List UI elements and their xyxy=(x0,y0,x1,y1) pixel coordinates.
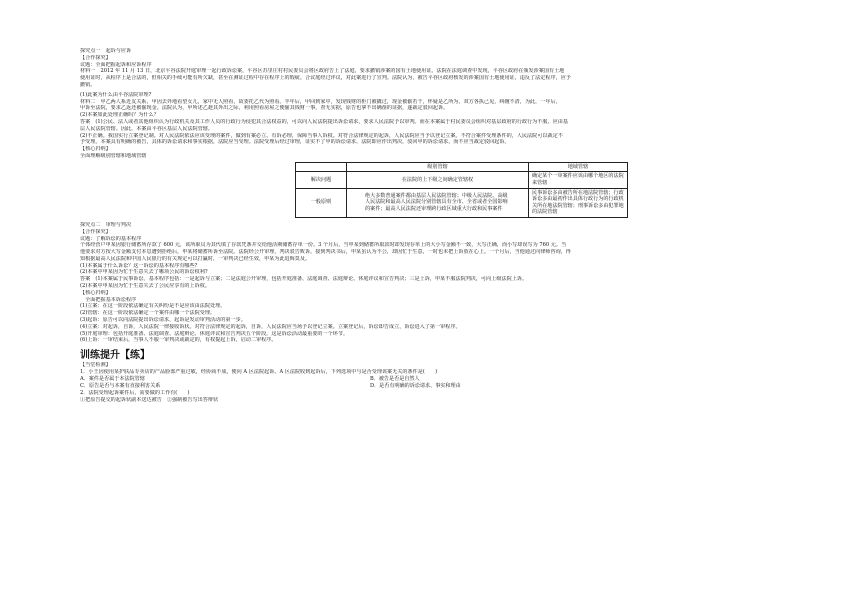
question-1-options-row xyxy=(80,383,792,390)
procedure-point: (5)开庭审理：包括开庭准备、法庭调查、法庭辩论、休庭评议和宣告判决五个阶段。这是诉讼活动最重要的一个环节。 xyxy=(80,330,349,337)
section2-core-label: 【核心归纳】 xyxy=(80,289,111,296)
section2-question-1: (1)本案属于什么诉讼？这一诉讼的基本程序有哪些? xyxy=(80,262,198,269)
section1-answer-line: 答案 (1)公民、法人或者其他组织认为行政机关及其工作人员的行政行为侵犯其合法权益的，可以向人民法院提出诉讼请求，要求人民法院予以审判。而在本案属于村民委员会组织对基层政府的行政行为不服，应由基 xyxy=(80,118,568,125)
option-d: D．是否有明确的诉讼请求、事实和理由 xyxy=(370,382,461,389)
section1-question-2: (2)本案如此处理正确吗？为什么？ xyxy=(80,112,159,119)
table-corner xyxy=(296,162,347,172)
procedure-point: (1)立案：在这一阶段依法确定有关纠纷是不是应该由法院处理。 xyxy=(80,303,226,310)
jurisdiction-table xyxy=(295,162,628,218)
practice-title: 训练提升【练】 xyxy=(80,350,150,362)
option-a: A．案件是否属于本法院管辖 xyxy=(80,375,145,382)
question-1-stem: 1．小王因使用某护肤品专卖店的产品脸部严重过敏，经协商不成，便向 A 区法院起诉。A 区法院收到起诉后，下列选项中与是否受理该案无关的条件是( ) xyxy=(80,369,438,376)
material1-line: 撤销。 xyxy=(80,81,96,88)
section1-topic: 议题：全面把握起诉和应诉程序 xyxy=(80,61,152,68)
section1-core-label: 【核心归纳】 xyxy=(80,146,111,153)
section2-answer-line: 答案 (1)本案属于民事诉讼。基本程序包括：一是起诉与立案；二是法庭公开审理，包括开庭准备、法庭调查、法庭辩论、休庭评议和宣告判决；三是上诉，申某不服法院判决，可向上级法院上诉。 xyxy=(80,276,528,283)
question-2-options: ①把原告提交的起诉状副本送达被告 ②强制被告写出答辩状 xyxy=(80,396,219,403)
question-1-options-row xyxy=(80,376,792,383)
table-header-level: 级别管辖 xyxy=(347,162,529,172)
question-2-stem: 2．法院受理起诉案件后，需要做的工作有( ) xyxy=(80,389,190,396)
section1-cooperation-label: 【合作探究】 xyxy=(80,54,111,61)
material2-line: 甲诉至法院，要求乙返还被偷现金。法院认为，甲所述乙趁其外出之际，利用照看房屋之便偷其钱财一事，查无实据，原告也拿不出确凿的证据，遂裁定驳回起诉。 xyxy=(80,105,449,112)
section2-summary: 全面把握基本诉讼程序 xyxy=(80,296,137,303)
option-b: B．被告是否是自然人 xyxy=(370,375,420,382)
section1-answer-line: (2)不正确。我国实行立案登记制。对人民法院依法应该受理的案件，做到有案必立、有诉必理，保障当事人诉权。对符合法律规定的起诉，人民法院应当予以登记立案。不符合案件受理条件的，人民法院可以裁定不 xyxy=(80,132,563,139)
table-cell: 确定某个一审案件应该由哪个地区的法院来管辖 xyxy=(529,172,628,188)
table-cell: 绝大多数普通案件都由基层人民法院管辖；中级人民法院、高级人民法院和最高人民法院分别管辖具有全市、全省或者全国影响的案件；最高人民法院还审理跨行政区域重大行政和民事案件 xyxy=(347,188,529,217)
procedure-point: (4)立案：对起诉，自诉，人民法院一律接收诉状。对符合法律规定的起诉，自诉，人民法院应当场予以登记立案。立案登记后，诉讼即告成立，诉讼进入了第一审程序。 xyxy=(80,323,461,330)
procedure-point: (3)起诉：原告可以向法院提出诉讼请求，起诉是发动审判活动的第一步。 xyxy=(80,317,246,324)
table-cell: 在法院的上下级之间确定管辖权 xyxy=(347,172,529,188)
option-c: C．原告是否与本案有直接利害关系 xyxy=(80,382,161,389)
section2-material-line: 知根据最高人民法院和中国人民银行的有关规定可以打赢时，一审判决已经生效，申某为此追悔莫及。 xyxy=(80,255,311,262)
section2-question-2: (2)本案中申某因为忙于生意失去了哪项公民的诉讼权利? xyxy=(80,269,208,276)
table-header-region: 地域管辖 xyxy=(529,162,628,172)
section2-cooperation-label: 【合作探究】 xyxy=(80,228,111,235)
document-page xyxy=(80,48,792,403)
section2-heading: 探究点二 审理与判决 xyxy=(80,221,132,228)
section2-answer-line: (2)本案中申某因为忙于生意失去了公民应享有的上诉权。 xyxy=(80,283,211,290)
section2-material-line: 他要求对方按大写金额支付本息遭到拒绝后，申某将储蓄所诉至法院。法院经公开审理，判决驳告败诉。接到判决书后，申某虽认为不公，却因忙于生意，一时也未把上诉放在心上。一个月后，当他通过向律师咨询，得 xyxy=(80,249,571,256)
procedure-point: (2)管辖：在这一阶段依法确定一个案件由哪一个法院受理。 xyxy=(80,310,216,317)
section1-answer-line: 层人民法院管辖。因此，本案由平谷区基层人民法院管辖。 xyxy=(80,125,213,132)
table-cell: 民事诉讼多由被告所在地法院管辖；行政诉讼多由最初作出具体行政行为的行政机关所在地法院管辖；刑事诉讼多由犯罪地的法院管辖 xyxy=(529,188,628,217)
procedure-point: (6)上诉：一审结束后，当事人不服一审判决或裁定的，有权提起上诉，启动二审程序。 xyxy=(80,337,277,344)
practice-check-label: 【当堂检测】 xyxy=(80,362,111,369)
table-row-head: 解决问题 xyxy=(296,172,347,188)
section1-question-1: (1)此案为什么由平谷法院审理? xyxy=(80,91,152,98)
material1-line: 材料一 2012 年 11 月 13 日，北京平谷法院开庭审理一起行政诉讼案，平谷区苏里庄村村民委员会将区政府告上了法庭，要求撤销涉案的国有土地使用证。法院在法庭调查中发现，平谷区政府在颁发涉案国有土地 xyxy=(80,68,565,75)
section1-heading: 探究点一 起诉与应诉 xyxy=(80,48,132,54)
material2-line: 材料二 甲乙两人系近友关系，甲因去外地看望女儿，家中无人照看，故委托乙代为照看。半年后，甲回到家中，发现钱财的柜门被撬过，现金被偷若干，怀疑是乙所为，双方各执己见，纠缠不清，为此，一年后， xyxy=(80,98,561,105)
table-row-head: 一般原则 xyxy=(296,188,347,217)
section1-answer-line: 予受理。本案具有明确的被告，具体的诉讼请求和事实根据，法院应当受理。法院受理后经过审理，证实不了甲的诉讼请求，法院即应作出判决，驳回甲的诉讼请求，而不应当裁定驳回起诉。 xyxy=(80,139,510,146)
section1-summary: 全面理解级别管辖和地域管辖 xyxy=(80,152,147,159)
material1-line: 使用证时，从程序上是合法的，但相关的手续可能有所欠缺，甚至在测证过程中存在程序上的瑕疵。合议庭经过评议，对此案进行了宣判。法院认为，被告平谷区政府核发的涉案国有土地使用证，违反了法定程序，应予 xyxy=(80,75,571,82)
section2-topic: 议题：了解诉讼的基本程序 xyxy=(80,235,142,242)
section2-material-line: 个体经营户申某因银行储蓄所存款了 600 元，该所职员为其代填了存款凭条并交给他活期储蓄存单一份。3 个月后，当申某到储蓄所取款时却发现存单上的大小写金额不一致，大写正确，而小写却误写为 760 元。当 xyxy=(80,242,567,249)
